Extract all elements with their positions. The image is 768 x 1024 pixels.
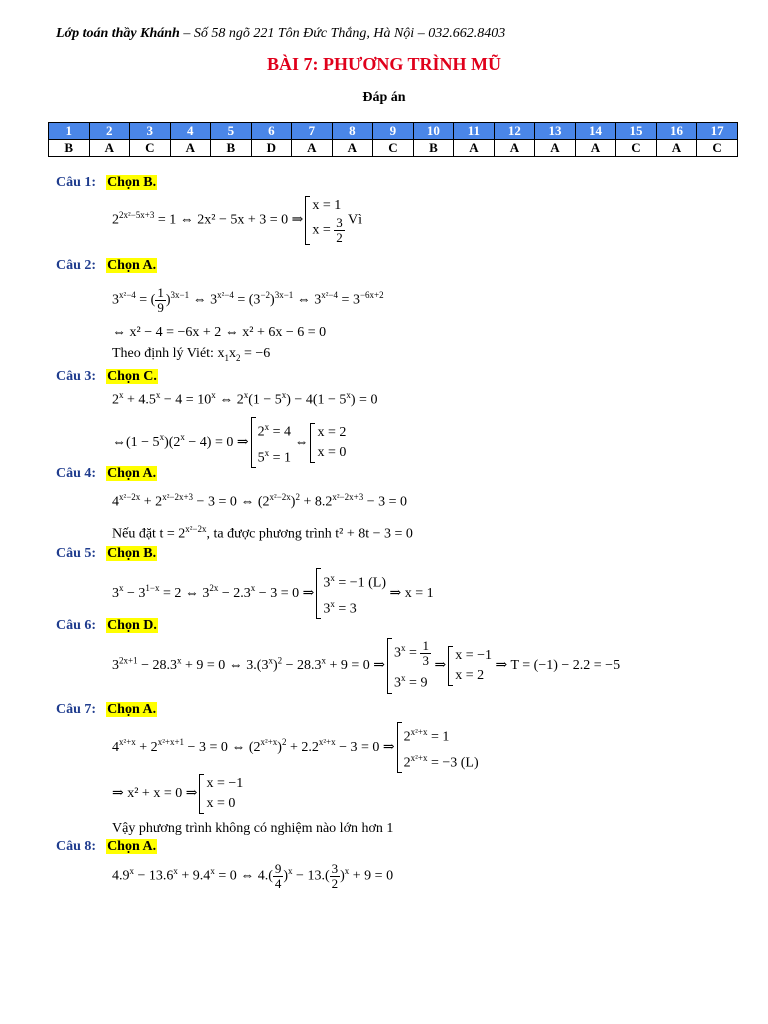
answer-value-cell: A bbox=[575, 140, 616, 157]
question-choice: Chọn B. bbox=[107, 175, 157, 190]
answer-value-cell: A bbox=[332, 140, 373, 157]
answer-number-cell: 12 bbox=[494, 123, 535, 140]
answer-number-cell: 13 bbox=[535, 123, 576, 140]
question-label: Câu 1: bbox=[56, 175, 97, 190]
q7-solution-line-1: $4^{x^2+x} + 2^{x^2+x+1} - 3 = 0$ ⇔ $(2^{x^2+x})^2 + 2.2^{x^2+x} - 3 = 0$ ⇒ $2^{x^2+x} = 1$ $2^{x^2+x} = -3$ (L) bbox=[112, 722, 479, 773]
q2-viet-label: Theo định lý Viét: bbox=[112, 346, 214, 361]
answer-value-cell: C bbox=[616, 140, 657, 157]
answer-table-numbers-row bbox=[49, 123, 738, 140]
q3-solution-line-1: $2^x + 4.5^x - 4 = 10^x$ ⇔ $2^x(1 - 5^x) - 4(1 - 5^x) = 0$ bbox=[112, 390, 378, 408]
answer-table-answers-row bbox=[49, 140, 738, 157]
q1-solution: $2^{2x^2-5x+3} = 1$ ⇔ 2x² − 5x + 3 = 0 ⇒ x = 1 x = $\frac{3}{2}$ Vì bbox=[112, 198, 363, 245]
question-choice: Chọn A. bbox=[107, 839, 157, 854]
question-choice: Chọn A. bbox=[107, 466, 157, 481]
answer-number-cell: 2 bbox=[89, 123, 130, 140]
answer-number-cell: 6 bbox=[251, 123, 292, 140]
answers-heading: Đáp án bbox=[362, 90, 406, 105]
question-4 bbox=[56, 466, 157, 482]
answer-number-cell: 17 bbox=[697, 123, 738, 140]
question-6 bbox=[56, 618, 158, 634]
answer-value-cell: C bbox=[697, 140, 738, 157]
q7-conclusion: Vậy phương trình không có nghiệm nào lớn hơn 1 bbox=[112, 821, 394, 836]
answer-number-cell: 5 bbox=[211, 123, 252, 140]
q4-solution-line-1: $4^{x^2-2x} + 2^{x^2-2x+3} - 3 = 0$ ⇔ $(2^{x^2-2x})^2 + 8.2^{x^2-2x+3} - 3 = 0$ bbox=[112, 492, 408, 510]
answer-table bbox=[48, 122, 738, 157]
q4-set-text: Nếu đặt bbox=[112, 526, 156, 542]
question-choice: Chọn B. bbox=[107, 546, 157, 561]
question-label: Câu 7: bbox=[56, 702, 97, 717]
q4-solution-line-2: Nếu đặt $t = 2^{x^2-2x}$, ta được phương trình t² + 8t − 3 = 0 bbox=[112, 524, 413, 542]
answer-value-cell: A bbox=[535, 140, 576, 157]
answer-value-cell: A bbox=[170, 140, 211, 157]
answer-value-cell: A bbox=[494, 140, 535, 157]
answer-number-cell: 15 bbox=[616, 123, 657, 140]
answer-value-cell: B bbox=[211, 140, 252, 157]
header-class-name: Lớp toán thầy Khánh bbox=[56, 26, 180, 41]
question-label: Câu 2: bbox=[56, 258, 97, 273]
question-choice: Chọn C. bbox=[107, 369, 157, 384]
answer-value-cell: A bbox=[656, 140, 697, 157]
answer-number-cell: 16 bbox=[656, 123, 697, 140]
answer-value-cell: D bbox=[251, 140, 292, 157]
q7-solution-line-2: ⇒ x² + x = 0 ⇒ x = −1 x = 0 bbox=[112, 774, 243, 814]
q5-solution: $3^x - 3^{1-x} = 2$ ⇔ $3^{2x} - 2.3^x - 3 = 0$ ⇒ $3^x = -1$ (L) $3^x = 3$ ⇒ x = 1 bbox=[112, 568, 434, 619]
answer-value-cell: A bbox=[89, 140, 130, 157]
q2-solution-line-2: ⇔ x² − 4 = −6x + 2 ⇔ x² + 6x − 6 = 0 bbox=[112, 325, 327, 340]
answer-number-cell: 1 bbox=[49, 123, 90, 140]
question-choice: Chọn D. bbox=[107, 618, 157, 633]
q6-solution: $3^{2x+1} - 28.3^x + 9 = 0$ ⇔ $3.(3^x)^2 - 28.3^x + 9 = 0$ ⇒ $3^x$ = $\frac{1}{3}$ $3^x = 9$ ⇒ x = −1 x = 2 ⇒ T = (−1) − 2.2 = −5 bbox=[112, 638, 620, 694]
header-address: – Số 58 ngõ 221 Tôn Đức Thắng, Hà Nội – 032.662.8403 bbox=[179, 26, 506, 41]
page-title: BÀI 7: PHƯƠNG TRÌNH MŨ bbox=[267, 54, 501, 74]
answer-number-cell: 7 bbox=[292, 123, 333, 140]
question-label: Câu 6: bbox=[56, 618, 97, 633]
answer-number-cell: 4 bbox=[170, 123, 211, 140]
q3-solution-line-2: ⇔(1 − $5^x)(2^x - 4) = 0$ ⇒ $2^x = 4$ $5^x = 1$ ⇔ x = 2 x = 0 bbox=[112, 417, 346, 468]
q2-solution-line-1: $3^{x^2-4}$ = ( $\frac{1}{9}$ )$^{3x-1}$ ⇔ $3^{x^2-4} = (3^{-2})^{3x-1}$ ⇔ $3^{x^2-4} = 3^{-6x+2}$ bbox=[112, 285, 384, 315]
q1-vi: Vì bbox=[348, 212, 363, 228]
answer-number-cell: 9 bbox=[373, 123, 414, 140]
answer-number-cell: 10 bbox=[413, 123, 454, 140]
question-choice: Chọn A. bbox=[107, 702, 157, 717]
question-7 bbox=[56, 702, 157, 718]
page-header bbox=[56, 26, 505, 42]
question-label: Câu 3: bbox=[56, 369, 97, 384]
question-1 bbox=[56, 175, 157, 191]
question-2 bbox=[56, 258, 157, 274]
question-3 bbox=[56, 369, 158, 385]
answer-number-cell: 8 bbox=[332, 123, 373, 140]
answer-value-cell: A bbox=[454, 140, 495, 157]
answer-number-cell: 14 bbox=[575, 123, 616, 140]
answer-value-cell: C bbox=[373, 140, 414, 157]
question-label: Câu 4: bbox=[56, 466, 97, 481]
question-label: Câu 5: bbox=[56, 546, 97, 561]
answer-value-cell: B bbox=[49, 140, 90, 157]
answer-value-cell: A bbox=[292, 140, 333, 157]
answer-number-cell: 11 bbox=[454, 123, 495, 140]
question-label: Câu 8: bbox=[56, 839, 97, 854]
q8-solution: $4.9^x - 13.6^x + 9.4^x = 0$ ⇔ 4.( $\frac{9}{4}$ )$^x$ − 13.( $\frac{3}{2}$ )$^x$ + 9 = 0 bbox=[112, 861, 394, 891]
answer-value-cell: C bbox=[130, 140, 171, 157]
question-5 bbox=[56, 546, 157, 562]
q2-solution-line-3: Theo định lý Viét: $x_1x_2 = -6$ bbox=[112, 346, 271, 363]
question-choice: Chọn A. bbox=[107, 258, 157, 273]
answer-number-cell: 3 bbox=[130, 123, 171, 140]
answer-value-cell: B bbox=[413, 140, 454, 157]
question-8 bbox=[56, 839, 157, 855]
q4-get-text: , ta được phương trình bbox=[206, 526, 332, 542]
